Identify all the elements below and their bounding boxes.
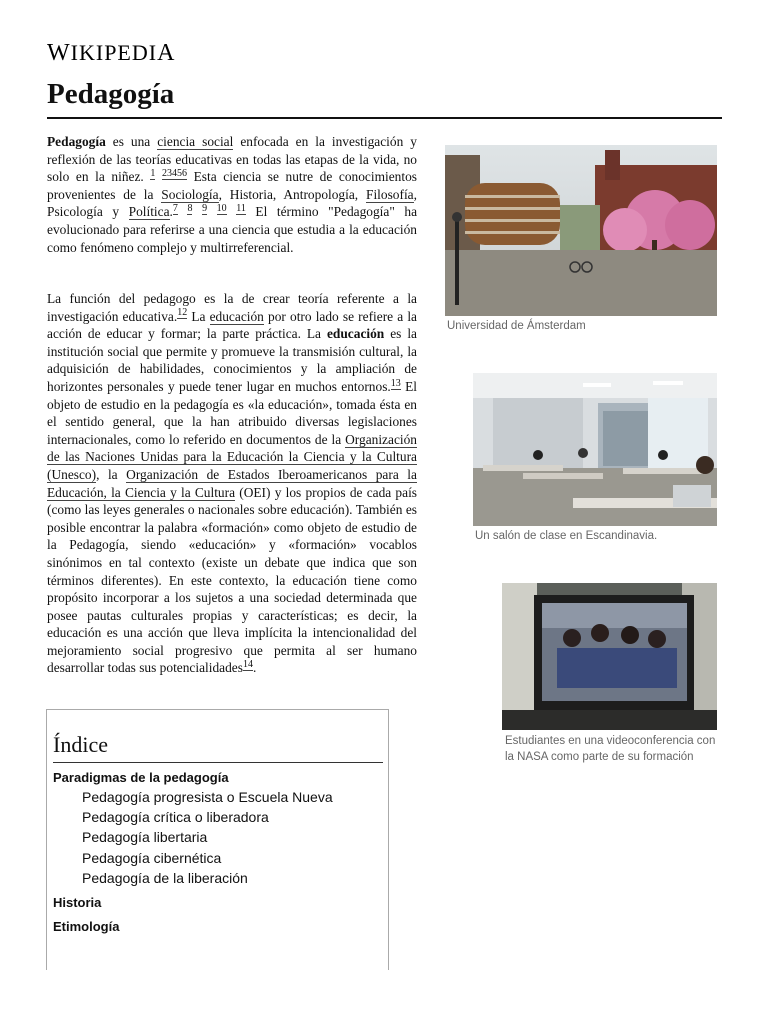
figure-university-photo[interactable] [445,145,717,316]
toc-subitem[interactable]: Pedagogía crítica o liberadora [82,809,269,825]
ref-13[interactable]: 13 [390,377,401,389]
university-image [445,145,717,316]
ref-14[interactable]: 14 [242,659,253,670]
figure-classroom-photo[interactable] [473,373,717,526]
figure-caption: Un salón de clase en Escandinavia. [475,530,658,542]
toc-subitem[interactable]: Pedagogía cibernética [82,850,222,866]
link-educacion[interactable]: educación [209,308,264,324]
wikipedia-logo[interactable]: WIKIPEDIA [47,40,176,66]
figure-caption: Estudiantes en una videoconferencia con la NASA como parte de su formación [505,735,716,763]
toc-item-etimologia[interactable]: Etimología [53,919,120,934]
ref-10[interactable]: 10 [216,202,227,214]
figure-caption: Universidad de Ámsterdam [447,320,586,332]
ref-3[interactable]: 3 [167,167,172,179]
link-ciencia-social[interactable]: ciencia social [157,134,234,149]
toc-divider [53,762,383,763]
figure-videoconference-photo[interactable] [502,583,717,730]
link-oei[interactable]: Organización de Estados Iberoamericanos para la Educación, la Ciencia y la Cultura [47,466,417,500]
link-sociologia[interactable]: Sociología [161,186,219,202]
link-politica[interactable]: Política [128,204,170,220]
classroom-image [473,373,717,526]
toc-item-paradigmas[interactable]: Paradigmas de la pedagogía [53,770,229,785]
ref-9[interactable]: 9 [202,202,208,214]
ref-11[interactable]: 11 [236,202,246,214]
toc-heading: Índice [53,732,108,757]
link-unesco[interactable]: Organización de las Naciones Unidas para la Educación la Ciencia y la Cultura (Unesco) [47,431,417,482]
intro-paragraph: Pedagogía es una ciencia social enfocada en la investigación y reflexión de las teorías educativas en todas las etapas de la vida, no solo en la niñez. $^1$ $^{23456}$ Esta ciencia se nutre de conocimientos provenientes de la Sociología, Historia, Antropología, Filosofía, Psicología y Política.$^7$ $^8$ $^9$ $^{10}$ $^{11}$ El término "Pedagogía" ha evolucionado para referirse a una ciencia que estudia a la educación como fenómeno complejo y multirreferencial. [47,134,418,255]
toc-subitem[interactable]: Pedagogía progresista o Escuela Nueva [82,789,333,805]
paragraph-2a: La función del pedagogo es la de crear teoría referente a la investigación educativa.$^{12}$ La educación por otro lado se refiere a la acción de educar y formar; la parte práctica. La educación es la institución social que permite y promueve la transmisión cultural, la adquisición de habilidades, conocimientos y la ampliación de horizontes personales y puede tener lugar en muchos entornos.$^{13}$ El objeto de estudio en la pedagogía es «la educación», tomada ésta en el sentido general, que la han atribuido diversas legislaciones internacionales, como lo referido en documentos de la Organización de las Naciones Unidas para la Educación la Ciencia y la Cultura (Unesco), la Organización de Estados Iberoamericanos para la Educación, la Ciencia y la Cultura (OEI) y los propios de cada país (como las leyes generales o nacionales sobre educación). También es posible encontrar la palabra «formación» como objeto de estudio de la Pedagogía, siendo «educación» y «formación» vocablos sinónimos en tal contexto (existe un debate que indica que son términos diferentes). En este contexto, la educación tiene como propósito incorporar a los sujetos a una sociedad determinada que posee pautas culturales propias y características; es decir, la educación es una acción que lleva implícita la intencionalidad del mejoramiento social progresivo que permita al ser humano desarrollar todas sus potencialidades$^{14}$. [47,291,418,676]
ref-7[interactable]: 7 [172,202,178,214]
toc-subitem[interactable]: Pedagogía libertaria [82,829,208,845]
ref-12[interactable]: 12 [177,307,188,319]
ref-2[interactable]: 2 [162,167,167,179]
link-filosofia[interactable]: Filosofía [366,186,414,202]
table-of-contents [46,709,389,970]
title-divider [47,117,722,119]
toc-subitem[interactable]: Pedagogía de la liberación [82,870,248,886]
ref-1[interactable]: 1 [150,167,156,179]
ref-8[interactable]: 8 [187,202,193,214]
ref-6[interactable]: 6 [182,167,187,179]
videoconference-image [502,583,717,730]
ref-4[interactable]: 4 [172,167,177,179]
ref-5[interactable]: 5 [177,167,182,179]
toc-item-historia[interactable]: Historia [53,895,102,910]
page-title: Pedagogía [47,78,175,110]
